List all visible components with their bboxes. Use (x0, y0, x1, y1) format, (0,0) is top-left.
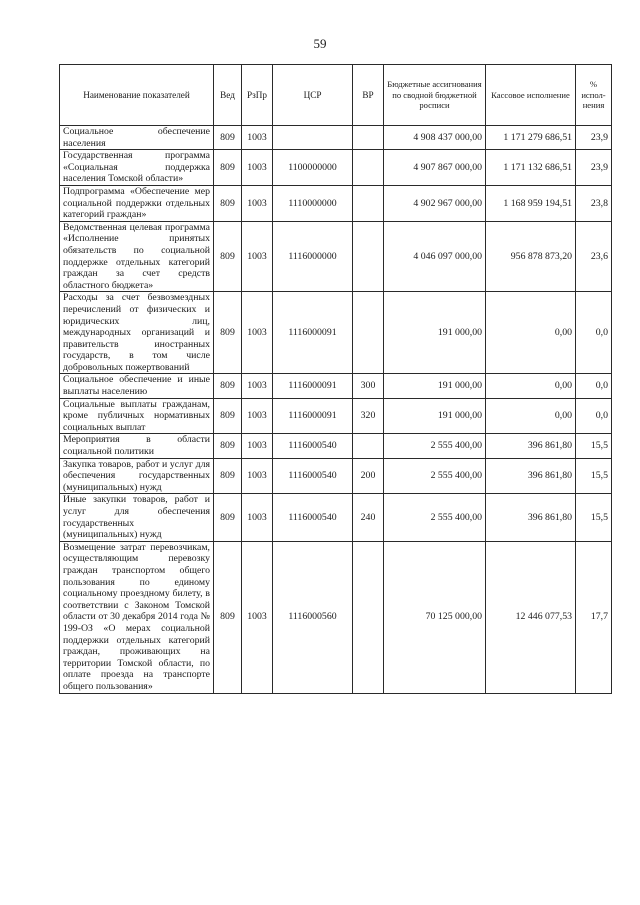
cell-ved: 809 (214, 398, 242, 434)
table-row (60, 458, 612, 494)
header-row (60, 65, 612, 126)
cell-vr (353, 126, 384, 150)
header-assignments: Бюджетные ассигнования по сводной бюджетной росписи (384, 65, 486, 126)
cell-csr: 1116000560 (273, 541, 353, 693)
cell-csr: 1116000091 (273, 398, 353, 434)
header-vr: ВР (353, 65, 384, 126)
cell-vr (353, 292, 384, 374)
cell-vr (353, 541, 384, 693)
cell-cash: 0,00 (486, 374, 576, 398)
cell-ved: 809 (214, 458, 242, 494)
table-row (60, 292, 612, 374)
header-csr: ЦСР (273, 65, 353, 126)
cell-assignments: 4 908 437 000,00 (384, 126, 486, 150)
cell-vr (353, 221, 384, 292)
table-header (60, 65, 612, 126)
cell-vr: 300 (353, 374, 384, 398)
cell-cash: 12 446 077,53 (486, 541, 576, 693)
cell-csr: 1116000091 (273, 374, 353, 398)
cell-csr: 1116000540 (273, 458, 353, 494)
cell-name: Подпрограмма «Обеспечение мер социальной поддержки отдельных категорий граждан» (60, 185, 214, 221)
cell-name: Возмещение затрат перевозчикам, осуществляющим перевозку граждан транспортом общего пользования по единому социальному проездному билету, в соответствии с Законом Томской области от 30 декабря 2014 года № 199-ОЗ «О мерах социальной поддержки отдельных категорий граждан, проживающих на территории Томской области, по оплате проезда на транспорте общего пользования» (60, 541, 214, 693)
cell-pct: 0,0 (576, 292, 612, 374)
cell-vr (353, 185, 384, 221)
cell-cash: 1 171 132 686,51 (486, 150, 576, 186)
cell-vr: 240 (353, 494, 384, 541)
cell-csr: 1100000000 (273, 150, 353, 186)
cell-pct: 23,9 (576, 126, 612, 150)
cell-cash: 396 861,80 (486, 458, 576, 494)
cell-ved: 809 (214, 185, 242, 221)
cell-name: Закупка товаров, работ и услуг для обеспечения государственных (муниципальных) нужд (60, 458, 214, 494)
table-row (60, 185, 612, 221)
cell-cash: 396 861,80 (486, 494, 576, 541)
cell-cash: 0,00 (486, 398, 576, 434)
header-pct: % испол-нения (576, 65, 612, 126)
cell-ved: 809 (214, 126, 242, 150)
cell-csr: 1116000091 (273, 292, 353, 374)
cell-ved: 809 (214, 494, 242, 541)
cell-rzpr: 1003 (242, 434, 273, 458)
cell-pct: 23,8 (576, 185, 612, 221)
table-body (60, 126, 612, 694)
cell-rzpr: 1003 (242, 221, 273, 292)
cell-csr: 1116000000 (273, 221, 353, 292)
cell-rzpr: 1003 (242, 126, 273, 150)
cell-rzpr: 1003 (242, 292, 273, 374)
cell-pct: 23,6 (576, 221, 612, 292)
cell-ved: 809 (214, 221, 242, 292)
cell-rzpr: 1003 (242, 374, 273, 398)
cell-rzpr: 1003 (242, 185, 273, 221)
cell-ved: 809 (214, 541, 242, 693)
cell-assignments: 191 000,00 (384, 374, 486, 398)
cell-cash: 1 168 959 194,51 (486, 185, 576, 221)
cell-vr (353, 434, 384, 458)
cell-name: Социальное обеспечение и иные выплаты населению (60, 374, 214, 398)
cell-cash: 0,00 (486, 292, 576, 374)
cell-rzpr: 1003 (242, 541, 273, 693)
cell-pct: 17,7 (576, 541, 612, 693)
cell-vr: 320 (353, 398, 384, 434)
cell-vr (353, 150, 384, 186)
page-number: 59 (313, 36, 327, 51)
cell-cash: 956 878 873,20 (486, 221, 576, 292)
cell-rzpr: 1003 (242, 398, 273, 434)
table-row (60, 494, 612, 541)
cell-name: Социальные выплаты гражданам, кроме публичных нормативных социальных выплат (60, 398, 214, 434)
cell-cash: 1 171 279 686,51 (486, 126, 576, 150)
cell-name: Иные закупки товаров, работ и услуг для обеспечения государственных (муниципальных) нужд (60, 494, 214, 541)
cell-assignments: 191 000,00 (384, 398, 486, 434)
cell-assignments: 4 046 097 000,00 (384, 221, 486, 292)
table-row (60, 374, 612, 398)
cell-vr: 200 (353, 458, 384, 494)
cell-pct: 15,5 (576, 458, 612, 494)
cell-pct: 0,0 (576, 398, 612, 434)
cell-assignments: 70 125 000,00 (384, 541, 486, 693)
table-row (60, 126, 612, 150)
table-row (60, 541, 612, 693)
cell-assignments: 4 907 867 000,00 (384, 150, 486, 186)
header-rzpr: РзПр (242, 65, 273, 126)
cell-assignments: 2 555 400,00 (384, 494, 486, 541)
cell-ved: 809 (214, 292, 242, 374)
cell-name: Расходы за счет безвозмездных перечислений от физических и юридических лиц, международных организаций и правительств иностранных государств, в том числе добровольных пожертвований (60, 292, 214, 374)
header-cash: Кассовое исполнение (486, 65, 576, 126)
budget-execution-table (59, 64, 612, 694)
cell-assignments: 191 000,00 (384, 292, 486, 374)
cell-ved: 809 (214, 374, 242, 398)
cell-pct: 23,9 (576, 150, 612, 186)
cell-pct: 15,5 (576, 494, 612, 541)
cell-rzpr: 1003 (242, 458, 273, 494)
cell-name: Мероприятия в области социальной политики (60, 434, 214, 458)
table-row (60, 221, 612, 292)
cell-ved: 809 (214, 434, 242, 458)
table-row (60, 434, 612, 458)
cell-assignments: 2 555 400,00 (384, 458, 486, 494)
cell-assignments: 2 555 400,00 (384, 434, 486, 458)
header-name: Наименование показателей (60, 65, 214, 126)
cell-assignments: 4 902 967 000,00 (384, 185, 486, 221)
cell-cash: 396 861,80 (486, 434, 576, 458)
table-row (60, 150, 612, 186)
cell-rzpr: 1003 (242, 150, 273, 186)
table-row (60, 398, 612, 434)
header-ved: Вед (214, 65, 242, 126)
cell-name: Государственная программа «Социальная поддержка населения Томской области» (60, 150, 214, 186)
cell-csr: 1110000000 (273, 185, 353, 221)
cell-pct: 0,0 (576, 374, 612, 398)
cell-rzpr: 1003 (242, 494, 273, 541)
cell-csr (273, 126, 353, 150)
cell-ved: 809 (214, 150, 242, 186)
cell-name: Социальное обеспечение населения (60, 126, 214, 150)
cell-name: Ведомственная целевая программа «Исполнение принятых обязательств по социальной поддержке отдельных категорий граждан за счет средств областного бюджета» (60, 221, 214, 292)
cell-pct: 15,5 (576, 434, 612, 458)
cell-csr: 1116000540 (273, 434, 353, 458)
cell-csr: 1116000540 (273, 494, 353, 541)
